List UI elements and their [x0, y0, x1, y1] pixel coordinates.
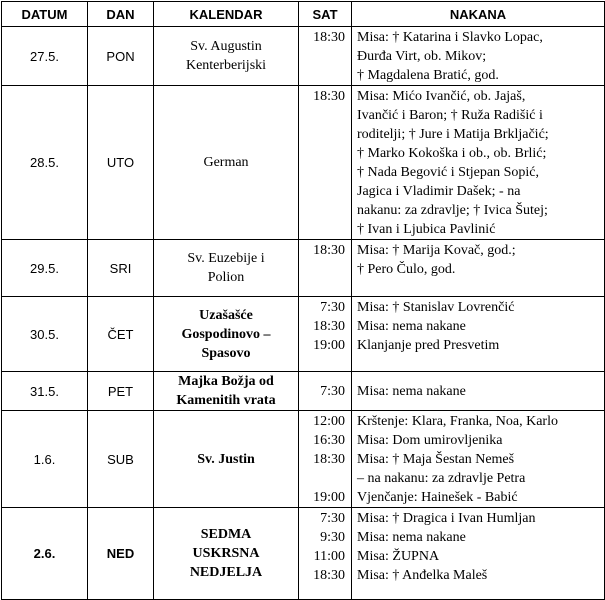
intention-line: Misa: Dom umirovljenika: [357, 433, 503, 448]
time-line: 7:30: [320, 300, 345, 315]
intention-cell: [352, 86, 605, 240]
intention-cell: [352, 508, 605, 600]
intention-line: Misa: † Maja Šestan Nemeš: [357, 452, 515, 467]
table-row: [2, 240, 605, 297]
intention-line: † Magdalena Bratić, god.: [357, 68, 499, 83]
time-line: 19:00: [313, 490, 345, 505]
time-line: 16:30: [313, 433, 345, 448]
intention-line: † Ivan i Ljubica Pavlinić: [357, 222, 496, 237]
header-kalendar: KALENDAR: [154, 2, 299, 27]
time-line: 9:30: [320, 530, 345, 545]
intention-line: Misa: nema nakane: [357, 384, 466, 399]
time-line: 7:30: [320, 384, 345, 399]
time-line: 18:30: [313, 452, 345, 467]
calendar-line: Majka Božja od: [178, 374, 274, 389]
intention-line: Ivančić i Baron; † Ruža Radišić i: [357, 108, 543, 123]
date-cell: 2.6.: [2, 508, 88, 600]
intention-line: nakanu: za zdravlje; † Ivica Šutej;: [357, 203, 548, 218]
calendar-line: Polion: [207, 270, 245, 285]
date-cell: 27.5.: [2, 27, 88, 86]
intention-line: Misa: nema nakane: [357, 530, 466, 545]
time-cell: [299, 372, 352, 411]
calendar-cell: [154, 27, 299, 86]
header-nakana: NAKANA: [352, 2, 605, 27]
time-line-blank: [299, 469, 345, 488]
day-cell: ČET: [88, 297, 154, 372]
day-cell: NED: [88, 508, 154, 600]
intention-line: Vjenčanje: Hainešek - Babić: [357, 490, 518, 505]
header-row: [2, 2, 605, 27]
intention-cell: [352, 411, 605, 508]
date-cell: 28.5.: [2, 86, 88, 240]
intention-line: Krštenje: Klara, Franka, Noa, Karlo: [357, 414, 558, 429]
intention-line: † Pero Čulo, god.: [357, 262, 456, 277]
calendar-line: Kamenitih vrata: [176, 393, 276, 408]
time-cell: [299, 86, 352, 240]
date-cell: 31.5.: [2, 372, 88, 411]
calendar-cell: [154, 240, 299, 297]
intention-cell: [352, 372, 605, 411]
time-line: 11:00: [313, 549, 345, 564]
calendar-line: Gospodinovo –: [181, 326, 271, 342]
day-cell: PON: [88, 27, 154, 86]
intention-line: roditelji; † Jure i Matija Brkljačić;: [357, 127, 549, 142]
calendar-line: USKRSNA: [192, 546, 260, 561]
table-row: [2, 372, 605, 411]
intention-line: † Nada Begović i Stjepan Sopić,: [357, 165, 539, 180]
intention-line: Misa: Mićo Ivančić, ob. Jajaš,: [357, 89, 526, 104]
calendar-line: Sv. Justin: [197, 451, 255, 467]
day-cell: SRI: [88, 240, 154, 297]
time-cell: [299, 27, 352, 86]
intention-line: Misa: ŽUPNA: [357, 549, 440, 564]
intention-line: Misa: † Dragica i Ivan Humljan: [357, 511, 536, 526]
intention-line: Misa: † Stanislav Lovrenčić: [357, 300, 515, 315]
calendar-cell: [154, 86, 299, 240]
header-dan: DAN: [88, 2, 154, 27]
time-cell: [299, 411, 352, 508]
time-cell: [299, 508, 352, 600]
date-cell: 1.6.: [2, 411, 88, 508]
calendar-line: Spasovo: [201, 345, 251, 361]
intention-line: † Marko Kokoška i ob., ob. Brlić;: [357, 146, 547, 161]
table-row: [2, 86, 605, 240]
calendar-line: Kenterberijski: [185, 58, 267, 73]
calendar-line: Uzašašće: [199, 307, 253, 323]
calendar-line: SEDMA: [200, 527, 252, 542]
intention-line: Misa: nema nakane: [357, 319, 466, 334]
day-cell: PET: [88, 372, 154, 411]
calendar-line: Sv. Augustin: [190, 39, 262, 54]
intention-line: Đurđa Virt, ob. Mikov;: [357, 49, 487, 64]
calendar-line: German: [203, 155, 249, 170]
calendar-line: NEDJELJA: [189, 565, 263, 580]
date-cell: 29.5.: [2, 240, 88, 297]
date-cell: 30.5.: [2, 297, 88, 372]
mass-schedule-table: [1, 1, 605, 600]
time-line: 12:00: [313, 414, 345, 429]
table-row: [2, 508, 605, 600]
table-row: [2, 297, 605, 372]
time-cell: [299, 240, 352, 297]
day-cell: UTO: [88, 86, 154, 240]
header-datum: DATUM: [2, 2, 88, 27]
time-line: 18:30: [313, 568, 345, 583]
intention-line: – na nakanu: za zdravlje Petra: [357, 471, 526, 486]
header-sat: SAT: [299, 2, 352, 27]
calendar-cell: [154, 297, 299, 372]
intention-line: Jagica i Vladimir Dašek; - na: [357, 184, 521, 199]
calendar-cell: [154, 508, 299, 600]
intention-line: Misa: † Anđelka Maleš: [357, 568, 488, 583]
intention-line: Misa: † Marija Kovač, god.;: [357, 243, 516, 258]
time-line: 7:30: [320, 511, 345, 526]
table-row: [2, 411, 605, 508]
time-line: 19:00: [313, 338, 345, 353]
day-cell: SUB: [88, 411, 154, 508]
intention-line: Misa: † Katarina i Slavko Lopac,: [357, 30, 543, 45]
time-line: 18:30: [313, 30, 345, 45]
intention-line: Klanjanje pred Presvetim: [357, 338, 500, 353]
time-cell: [299, 297, 352, 372]
table-row: [2, 27, 605, 86]
intention-cell: [352, 240, 605, 297]
calendar-cell: [154, 411, 299, 508]
calendar-cell: [154, 372, 299, 411]
time-line: 18:30: [313, 319, 345, 334]
intention-cell: [352, 27, 605, 86]
time-line: 18:30: [313, 89, 345, 104]
calendar-line: Sv. Euzebije i: [187, 251, 265, 266]
intention-cell: [352, 297, 605, 372]
time-line: 18:30: [313, 243, 345, 258]
